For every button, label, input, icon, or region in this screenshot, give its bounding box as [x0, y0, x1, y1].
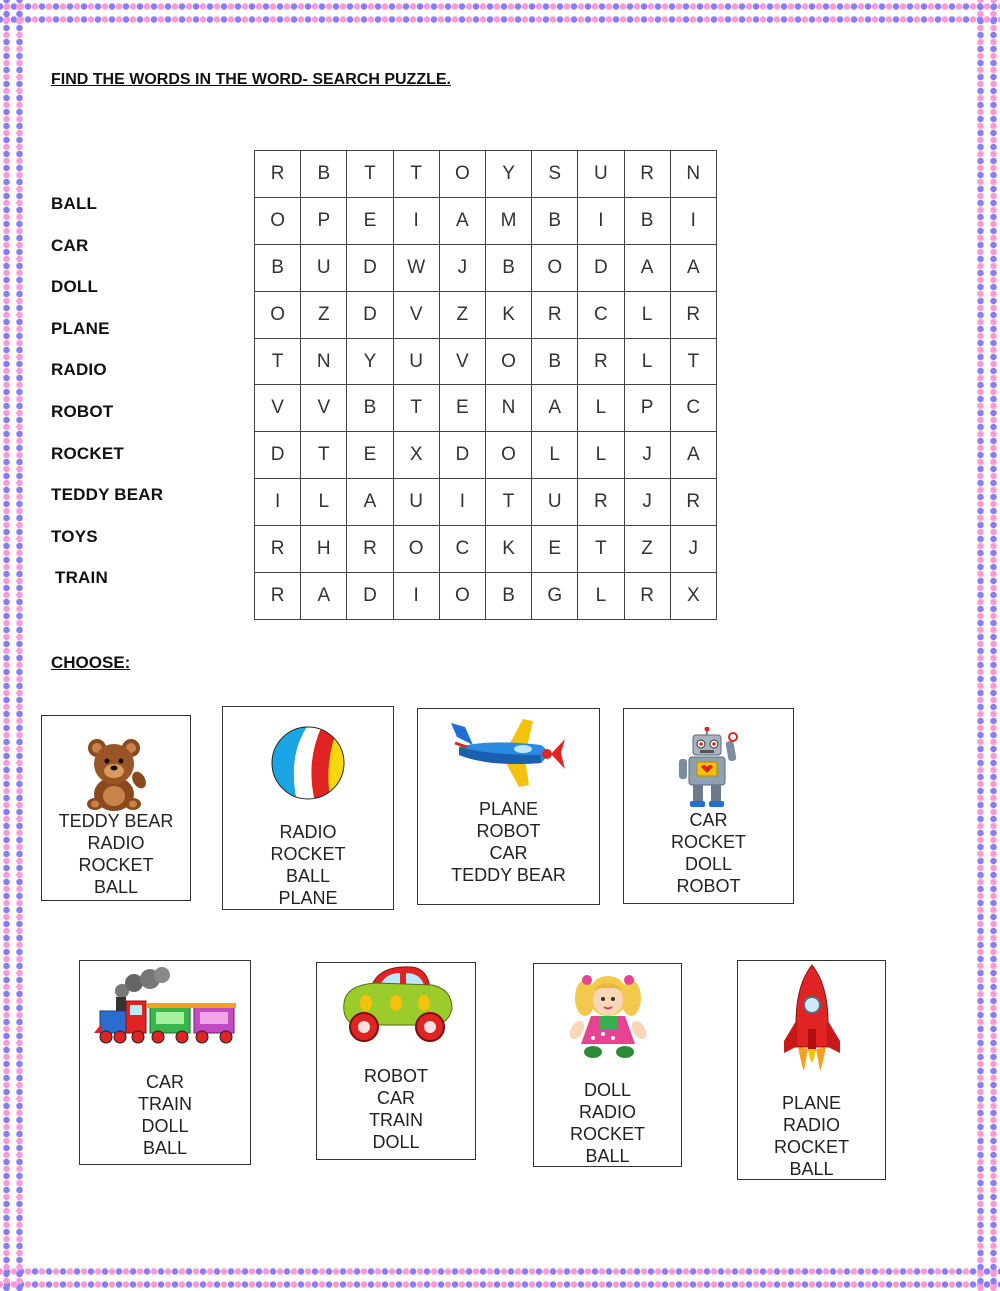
grid-row: [255, 151, 717, 198]
card-option[interactable]: BALL: [585, 1146, 630, 1166]
grid-cell[interactable]: R: [347, 526, 393, 573]
grid-cell[interactable]: A: [670, 432, 716, 479]
grid-row: [255, 526, 717, 573]
card-option[interactable]: ROBOT: [476, 821, 541, 841]
grid-cell[interactable]: U: [578, 151, 624, 198]
grid-cell[interactable]: R: [670, 479, 716, 526]
teddy-bear-icon: [42, 736, 190, 812]
grid-row: [255, 385, 717, 432]
grid-cell[interactable]: Y: [347, 338, 393, 385]
word-list-item: TOYS: [51, 526, 98, 546]
grid-cell[interactable]: E: [532, 526, 578, 573]
grid-cell[interactable]: O: [439, 151, 485, 198]
grid-cell[interactable]: O: [255, 197, 301, 244]
grid-cell[interactable]: U: [393, 479, 439, 526]
choice-card-teddy-bear: [41, 715, 191, 901]
grid-cell[interactable]: L: [578, 573, 624, 620]
word-list-item: RADIO: [51, 360, 107, 380]
grid-cell[interactable]: C: [578, 291, 624, 338]
grid-cell[interactable]: M: [485, 197, 531, 244]
grid-cell[interactable]: O: [485, 338, 531, 385]
train-icon: [80, 967, 250, 1047]
grid-cell[interactable]: D: [347, 291, 393, 338]
grid-cell[interactable]: B: [485, 573, 531, 620]
grid-cell[interactable]: B: [532, 197, 578, 244]
card-options: [534, 1079, 681, 1167]
choice-card-robot: [623, 708, 794, 904]
grid-cell[interactable]: B: [624, 197, 670, 244]
beach-ball-icon: [223, 724, 393, 802]
grid-cell[interactable]: V: [255, 385, 301, 432]
word-list-item: DOLL: [51, 277, 99, 297]
grid-cell[interactable]: J: [670, 526, 716, 573]
word-search-grid: [254, 150, 717, 620]
grid-row: [255, 197, 717, 244]
grid-cell[interactable]: K: [485, 291, 531, 338]
card-options: [223, 821, 393, 909]
card-option[interactable]: DOLL: [141, 1116, 189, 1136]
grid-cell[interactable]: B: [255, 244, 301, 291]
grid-cell[interactable]: V: [393, 291, 439, 338]
card-option[interactable]: PLANE: [781, 1093, 842, 1113]
grid-cell[interactable]: U: [532, 479, 578, 526]
grid-cell[interactable]: R: [255, 573, 301, 620]
word-list-item: BALL: [51, 194, 98, 213]
word-list-item: ROBOT: [51, 401, 114, 421]
card-option[interactable]: RADIO: [279, 822, 337, 842]
grid-cell[interactable]: L: [624, 291, 670, 338]
toy-car-icon: [317, 963, 475, 1045]
choice-card-car: [316, 962, 476, 1160]
word-list-item: ROCKET: [51, 443, 124, 463]
grid-cell[interactable]: D: [255, 432, 301, 479]
card-option[interactable]: BALL: [93, 877, 139, 897]
card-option[interactable]: TRAIN: [369, 1110, 423, 1130]
grid-cell[interactable]: A: [532, 385, 578, 432]
grid-cell[interactable]: T: [255, 338, 301, 385]
grid-cell[interactable]: N: [301, 338, 347, 385]
grid-cell[interactable]: U: [301, 244, 347, 291]
grid-cell[interactable]: X: [393, 432, 439, 479]
rocket-icon: [738, 963, 885, 1075]
grid-cell[interactable]: X: [670, 573, 716, 620]
grid-cell[interactable]: O: [393, 526, 439, 573]
card-option[interactable]: BALL: [789, 1159, 834, 1179]
choice-card-doll: [533, 963, 682, 1167]
decorative-border-top: [0, 0, 1000, 26]
card-option[interactable]: PLANE: [478, 799, 539, 819]
card-option[interactable]: ROCKET: [569, 1124, 645, 1144]
card-option[interactable]: CAR: [489, 843, 528, 863]
card-options: [80, 1071, 250, 1159]
grid-cell[interactable]: L: [532, 432, 578, 479]
grid-cell[interactable]: N: [485, 385, 531, 432]
grid-row: [255, 244, 717, 291]
grid-cell[interactable]: L: [624, 338, 670, 385]
grid-cell[interactable]: W: [393, 244, 439, 291]
card-option[interactable]: BALL: [142, 1138, 188, 1158]
grid-cell[interactable]: K: [485, 526, 531, 573]
grid-cell[interactable]: I: [578, 197, 624, 244]
grid-cell[interactable]: T: [393, 151, 439, 198]
word-list: [51, 194, 163, 610]
grid-cell[interactable]: J: [624, 432, 670, 479]
grid-cell[interactable]: O: [532, 244, 578, 291]
grid-cell[interactable]: I: [439, 479, 485, 526]
grid-cell[interactable]: B: [532, 338, 578, 385]
word-list-item: PLANE: [51, 318, 110, 338]
grid-cell[interactable]: J: [439, 244, 485, 291]
grid-row: [255, 479, 717, 526]
doll-icon: [534, 968, 681, 1060]
card-option[interactable]: ROBOT: [676, 876, 741, 896]
grid-cell[interactable]: D: [347, 244, 393, 291]
grid-cell[interactable]: R: [578, 479, 624, 526]
grid-cell[interactable]: L: [301, 479, 347, 526]
choice-card-ball: [222, 706, 394, 910]
grid-cell[interactable]: E: [439, 385, 485, 432]
grid-cell[interactable]: R: [578, 338, 624, 385]
grid-cell[interactable]: Z: [624, 526, 670, 573]
card-option[interactable]: DOLL: [372, 1132, 420, 1152]
grid-cell[interactable]: I: [670, 197, 716, 244]
card-option[interactable]: CAR: [689, 810, 728, 830]
grid-cell[interactable]: N: [670, 151, 716, 198]
card-option[interactable]: RADIO: [87, 833, 145, 853]
card-option[interactable]: BALL: [285, 866, 331, 886]
grid-cell[interactable]: B: [301, 151, 347, 198]
choice-card-train: [79, 960, 251, 1165]
grid-cell[interactable]: B: [347, 385, 393, 432]
grid-cell[interactable]: L: [578, 432, 624, 479]
grid-cell[interactable]: G: [532, 573, 578, 620]
card-options: [317, 1065, 475, 1153]
grid-cell[interactable]: T: [393, 385, 439, 432]
choice-card-rocket: [737, 960, 886, 1180]
grid-cell[interactable]: Z: [439, 291, 485, 338]
card-options: [42, 810, 190, 898]
decorative-border-bottom: [0, 1265, 1000, 1291]
grid-cell[interactable]: D: [439, 432, 485, 479]
word-list-item: CAR: [51, 235, 89, 255]
grid-cell[interactable]: T: [301, 432, 347, 479]
card-option[interactable]: CAR: [145, 1072, 184, 1092]
card-option[interactable]: ROCKET: [773, 1137, 849, 1157]
card-option[interactable]: ROCKET: [670, 832, 746, 852]
grid-cell[interactable]: T: [578, 526, 624, 573]
plane-icon: [418, 717, 599, 791]
page-title: FIND THE WORDS IN THE WORD- SEARCH PUZZLE.: [51, 71, 451, 88]
card-option[interactable]: PLANE: [278, 888, 338, 908]
grid-row: [255, 291, 717, 338]
grid-cell[interactable]: P: [624, 385, 670, 432]
grid-cell[interactable]: J: [624, 479, 670, 526]
card-option[interactable]: RADIO: [782, 1115, 840, 1135]
grid-cell[interactable]: P: [301, 197, 347, 244]
grid-cell[interactable]: R: [624, 151, 670, 198]
grid-cell[interactable]: S: [532, 151, 578, 198]
robot-icon: [624, 727, 793, 809]
grid-cell[interactable]: A: [670, 244, 716, 291]
grid-row: [255, 573, 717, 620]
grid-cell[interactable]: A: [347, 479, 393, 526]
grid-cell[interactable]: R: [532, 291, 578, 338]
grid-cell[interactable]: R: [624, 573, 670, 620]
grid-cell[interactable]: Y: [485, 151, 531, 198]
grid-cell[interactable]: O: [255, 291, 301, 338]
card-option[interactable]: RADIO: [578, 1102, 636, 1122]
card-options: [418, 798, 599, 886]
grid-cell[interactable]: I: [255, 479, 301, 526]
grid-cell[interactable]: T: [485, 479, 531, 526]
grid-cell[interactable]: C: [670, 385, 716, 432]
grid-cell[interactable]: C: [439, 526, 485, 573]
grid-cell[interactable]: A: [301, 573, 347, 620]
grid-cell[interactable]: E: [347, 197, 393, 244]
grid-cell[interactable]: O: [439, 573, 485, 620]
grid-cell[interactable]: D: [347, 573, 393, 620]
grid-cell[interactable]: A: [439, 197, 485, 244]
decorative-border-left: [0, 0, 26, 1291]
card-option[interactable]: ROBOT: [363, 1066, 428, 1086]
grid-cell[interactable]: Z: [301, 291, 347, 338]
grid-cell[interactable]: R: [670, 291, 716, 338]
grid-cell[interactable]: I: [393, 197, 439, 244]
grid-cell[interactable]: L: [578, 385, 624, 432]
grid-cell[interactable]: O: [485, 432, 531, 479]
word-list-item: TEDDY BEAR: [51, 485, 164, 505]
grid-cell[interactable]: H: [301, 526, 347, 573]
decorative-border-right: [974, 0, 1000, 1291]
word-list-item: TRAIN: [55, 568, 108, 588]
grid-row: [255, 338, 717, 385]
grid-cell[interactable]: A: [624, 244, 670, 291]
card-option[interactable]: ROCKET: [270, 844, 346, 864]
grid-cell[interactable]: V: [439, 338, 485, 385]
grid-cell[interactable]: R: [255, 526, 301, 573]
grid-cell[interactable]: T: [670, 338, 716, 385]
card-option[interactable]: TEDDY BEAR: [58, 811, 174, 831]
card-option[interactable]: CAR: [376, 1088, 415, 1108]
grid-cell[interactable]: D: [578, 244, 624, 291]
card-option[interactable]: TEDDY BEAR: [451, 865, 566, 885]
grid-cell[interactable]: B: [485, 244, 531, 291]
grid-cell[interactable]: I: [393, 573, 439, 620]
grid-cell[interactable]: U: [393, 338, 439, 385]
choice-card-plane: [417, 708, 600, 905]
choose-label: CHOOSE:: [51, 653, 131, 672]
grid-row: [255, 432, 717, 479]
grid-cell[interactable]: V: [301, 385, 347, 432]
grid-cell[interactable]: E: [347, 432, 393, 479]
grid-cell[interactable]: T: [347, 151, 393, 198]
card-options: [624, 809, 793, 897]
card-options: [738, 1092, 885, 1180]
card-option[interactable]: DOLL: [583, 1080, 632, 1100]
card-option[interactable]: TRAIN: [138, 1094, 192, 1114]
grid-cell[interactable]: R: [255, 151, 301, 198]
card-option[interactable]: DOLL: [684, 854, 733, 874]
card-option[interactable]: ROCKET: [78, 855, 154, 875]
